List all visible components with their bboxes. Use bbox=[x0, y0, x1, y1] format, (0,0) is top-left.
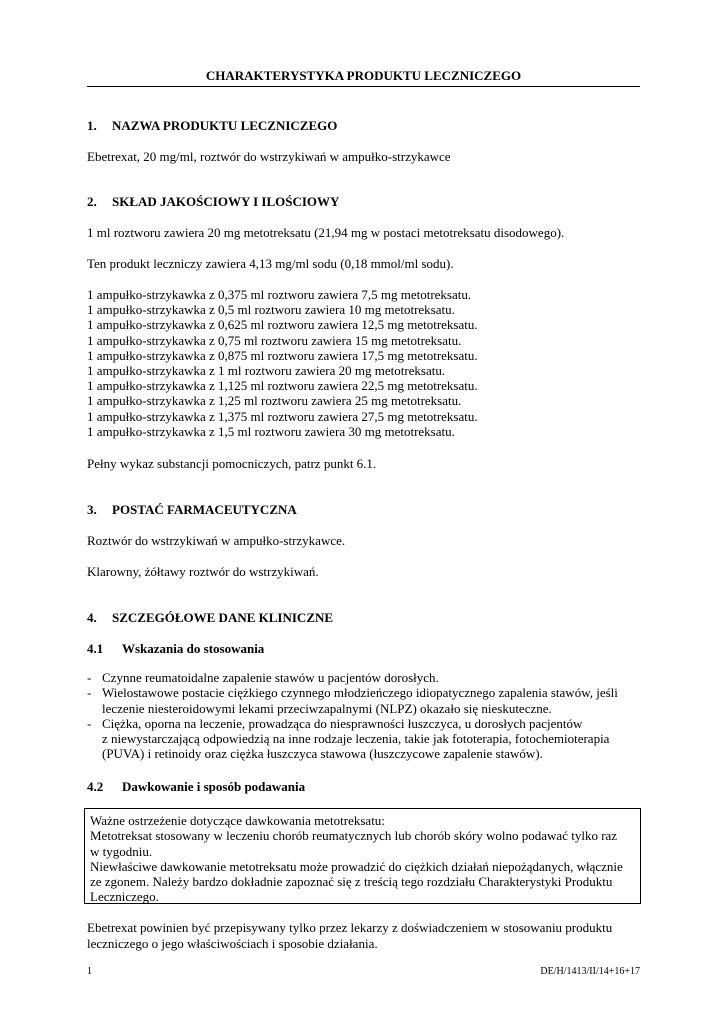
warning-line: Metotreksat stosowany w leczeniu chorób reumatycznych lub chorób skóry wolno podawać tylko raz bbox=[90, 828, 618, 844]
syringe-line: 1 ampułko-strzykawka z 1,25 ml roztworu zawiera 25 mg metotreksatu. bbox=[87, 393, 462, 409]
section-4-1-number: 4.1 bbox=[87, 641, 104, 656]
indication-line: Ciężka, oporna na leczenie, prowadząca do niesprawności łuszczyca, u dorosłych pacjentów bbox=[102, 715, 583, 731]
page-number: 1 bbox=[87, 966, 92, 977]
warning-line: Leczniczego. bbox=[90, 889, 159, 905]
dosing-warning-box bbox=[84, 808, 641, 904]
indication-item bbox=[87, 685, 618, 716]
document-title: CHARAKTERYSTYKA PRODUKTU LECZNICZEGO bbox=[205, 68, 522, 83]
section-4-1-heading bbox=[87, 641, 264, 657]
section-4-heading bbox=[87, 610, 333, 626]
list-dash: - bbox=[87, 670, 92, 685]
section-4-title: SZCZEGÓŁOWE DANE KLINICZNE bbox=[112, 610, 334, 625]
indication-line: Czynne reumatoidalne zapalenie stawów u pacjentów dorosłych. bbox=[102, 670, 439, 685]
section-4-2-heading bbox=[87, 779, 305, 795]
document-reference: DE/H/1413/II/14+16+17 bbox=[540, 966, 640, 977]
section-3-title: POSTAĆ FARMACEUTYCZNA bbox=[112, 502, 297, 517]
section-2-heading bbox=[87, 194, 339, 210]
warning-line: Niewłaściwe dawkowanie metotreksatu może prowadzić do ciężkich działań niepożądanych, włącznie bbox=[90, 858, 623, 874]
syringe-line: 1 ampułko-strzykawka z 0,375 ml roztworu zawiera 7,5 mg metotreksatu. bbox=[87, 287, 472, 302]
warning-line: Ważne ostrzeżenie dotyczące dawkowania metotreksatu: bbox=[90, 813, 385, 828]
indication-line: Wielostawowe postacie ciężkiego czynnego młodzieńczego idiopatycznego zapalenia stawów, jeśli bbox=[102, 685, 618, 701]
syringe-line: 1 ampułko-strzykawka z 1 ml roztworu zawiera 20 mg metotreksatu. bbox=[87, 363, 446, 379]
list-dash: - bbox=[87, 715, 92, 731]
syringe-line: 1 ampułko-strzykawka z 1,375 ml roztworu zawiera 27,5 mg metotreksatu. bbox=[87, 408, 478, 424]
section-2-number: 2. bbox=[87, 194, 97, 209]
section-2-title: SKŁAD JAKOŚCIOWY I ILOŚCIOWY bbox=[112, 194, 340, 209]
section-3-number: 3. bbox=[87, 502, 97, 517]
section-4-number: 4. bbox=[87, 610, 97, 625]
composition-text: 1 ml roztworu zawiera 20 mg metotreksatu (21,94 mg w postaci metotreksatu disodowego). bbox=[87, 225, 565, 240]
warning-line: w tygodniu. bbox=[90, 843, 153, 859]
section-1-heading bbox=[87, 118, 337, 134]
sodium-text: Ten produkt leczniczy zawiera 4,13 mg/ml sodu (0,18 mmol/ml sodu). bbox=[87, 256, 454, 271]
prescriber-paragraph bbox=[87, 920, 612, 951]
paragraph-line: leczniczego o jego właściwościach i sposobie działania. bbox=[87, 935, 378, 951]
title-underline bbox=[87, 86, 640, 87]
excipients-text: Pełny wykaz substancji pomocniczych, patrz punkt 6.1. bbox=[87, 456, 377, 471]
section-4-2-number: 4.2 bbox=[87, 779, 104, 794]
list-dash: - bbox=[87, 685, 92, 701]
indication-item bbox=[87, 716, 618, 762]
indication-item bbox=[87, 670, 618, 685]
syringe-line: 1 ampułko-strzykawka z 0,5 ml roztworu zawiera 10 mg metotreksatu. bbox=[87, 302, 455, 318]
syringe-line: 1 ampułko-strzykawka z 1,125 ml roztworu zawiera 22,5 mg metotreksatu. bbox=[87, 378, 478, 394]
indication-line: (PUVA) i retinoidy oraz ciężka łuszczyca stawowa (łuszczycowe zapalenie stawów). bbox=[102, 746, 543, 762]
form-text: Roztwór do wstrzykiwań w ampułko-strzykawce. bbox=[87, 533, 346, 548]
section-1-title: NAZWA PRODUKTU LECZNICZEGO bbox=[112, 118, 338, 133]
section-4-1-title: Wskazania do stosowania bbox=[122, 641, 265, 656]
indication-line: z niewystarczającą odpowiedzią na inne rodzaje leczenia, takie jak fototerapia, fotochemioterapia bbox=[102, 731, 610, 747]
appearance-text: Klarowny, żółtawy roztwór do wstrzykiwań. bbox=[87, 564, 319, 579]
section-4-2-title: Dawkowanie i sposób podawania bbox=[122, 779, 306, 794]
syringe-line: 1 ampułko-strzykawka z 0,625 ml roztworu zawiera 12,5 mg metotreksatu. bbox=[87, 317, 478, 333]
section-3-heading bbox=[87, 502, 297, 518]
product-name-text: Ebetrexat, 20 mg/ml, roztwór do wstrzykiwań w ampułko-strzykawce bbox=[87, 149, 451, 164]
indications-list bbox=[87, 670, 618, 762]
warning-line: ze zgonem. Należy bardzo dokładnie zapoznać się z treścią tego rozdziału Charakterystyki Produktu bbox=[90, 874, 613, 890]
syringe-list bbox=[87, 287, 478, 439]
indication-line: leczenie niesteroidowymi lekami przeciwzapalnymi (NLPZ) okazało się nieskuteczne. bbox=[102, 700, 552, 716]
syringe-line: 1 ampułko-strzykawka z 1,5 ml roztworu zawiera 30 mg metotreksatu. bbox=[87, 423, 455, 439]
section-1-number: 1. bbox=[87, 118, 97, 133]
paragraph-line: Ebetrexat powinien być przepisywany tylko przez lekarzy z doświadczeniem w stosowaniu produktu bbox=[87, 920, 613, 935]
syringe-line: 1 ampułko-strzykawka z 0,75 ml roztworu zawiera 15 mg metotreksatu. bbox=[87, 332, 462, 348]
syringe-line: 1 ampułko-strzykawka z 0,875 ml roztworu zawiera 17,5 mg metotreksatu. bbox=[87, 347, 478, 363]
